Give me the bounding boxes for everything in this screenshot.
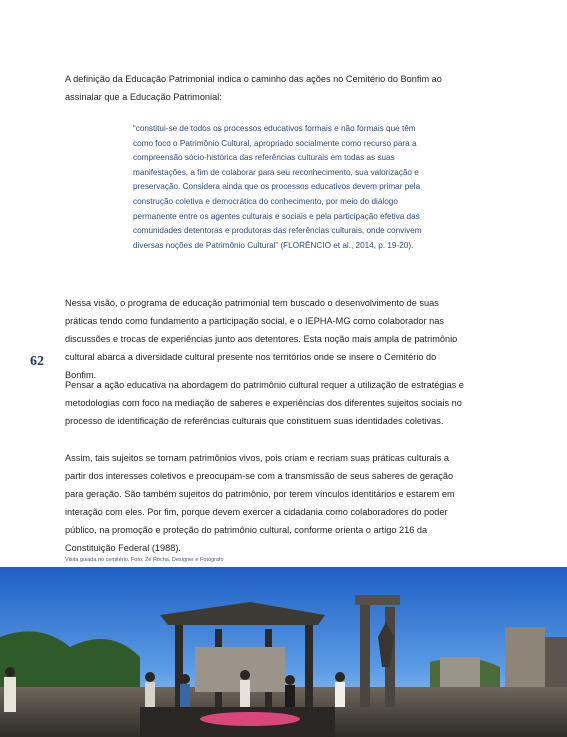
cemetery-photo <box>0 567 567 737</box>
body-paragraph-2: Pensar a ação educativa na abordagem do patrimônio cultural requer a utilização de estratégias e metodologias com foco na mediação de saberes e experiências dos diferentes sujeitos sociais no processo de identificação de referências culturais que constituem suas identidades coletivas. <box>65 380 464 426</box>
body-paragraph-3: Assim, tais sujeitos se tornam patrimônios vivos, pois criam e recriam suas práticas culturais a partir dos interesses coletivos e preocupam-se com a transmissão de seus saberes de geração para geração. São também sujeitos do patrimônio, por terem vínculos identitários e estarem em interação com eles. Por fim, porque devem exercer a cidadania como colaboradores do poder público, na promoção e proteção do patrimônio cultural, conforme orienta o artigo 216 da Constituição Federal (1988). <box>65 453 455 553</box>
intro-paragraph: A definição da Educação Patrimonial indica o caminho das ações no Cemitério do Bonfim ao assinalar que a Educação Patrimonial: <box>65 74 442 102</box>
page-number: 62 <box>30 354 44 369</box>
block-quote: “constitui-se de todos os processos educativos formais e não formais que têm como foco o Patrimônio Cultural, apropriado socialmente como recurso para a compreensão sócio-histórica das referências culturais em todas as suas manifestações, a fim de colaborar para seu reconhecimento, sua valorização e preservação. Considera ainda que os processos educativos devem primar pela construção coletiva e democrática do conhecimento, por meio do diálogo permanente entre os agentes culturais e sociais e pela participação efetiva das comunidades detentoras e produtoras das referências culturais, onde convivem diversas noções de Patrimônio Cultural” (FLORÊNCIO et al., 2014, p. 19-20). <box>133 124 422 250</box>
photo-caption: Visita guiada no cemitério. Foto: Zé Rocha, Designer e Fotógrafo <box>65 557 224 563</box>
body-paragraph-1: Nessa visão, o programa de educação patrimonial tem buscado o desenvolvimento de suas práticas tendo como fundamento a participação social, e o IEPHA-MG como colaborador nas discussões e trocas de experiências junto aos detentores. Esta noção mais ampla de patrimônio cultural abarca a diversidade cultural presente nos territórios onde se insere o Cemitério do Bonfim. <box>65 298 458 380</box>
